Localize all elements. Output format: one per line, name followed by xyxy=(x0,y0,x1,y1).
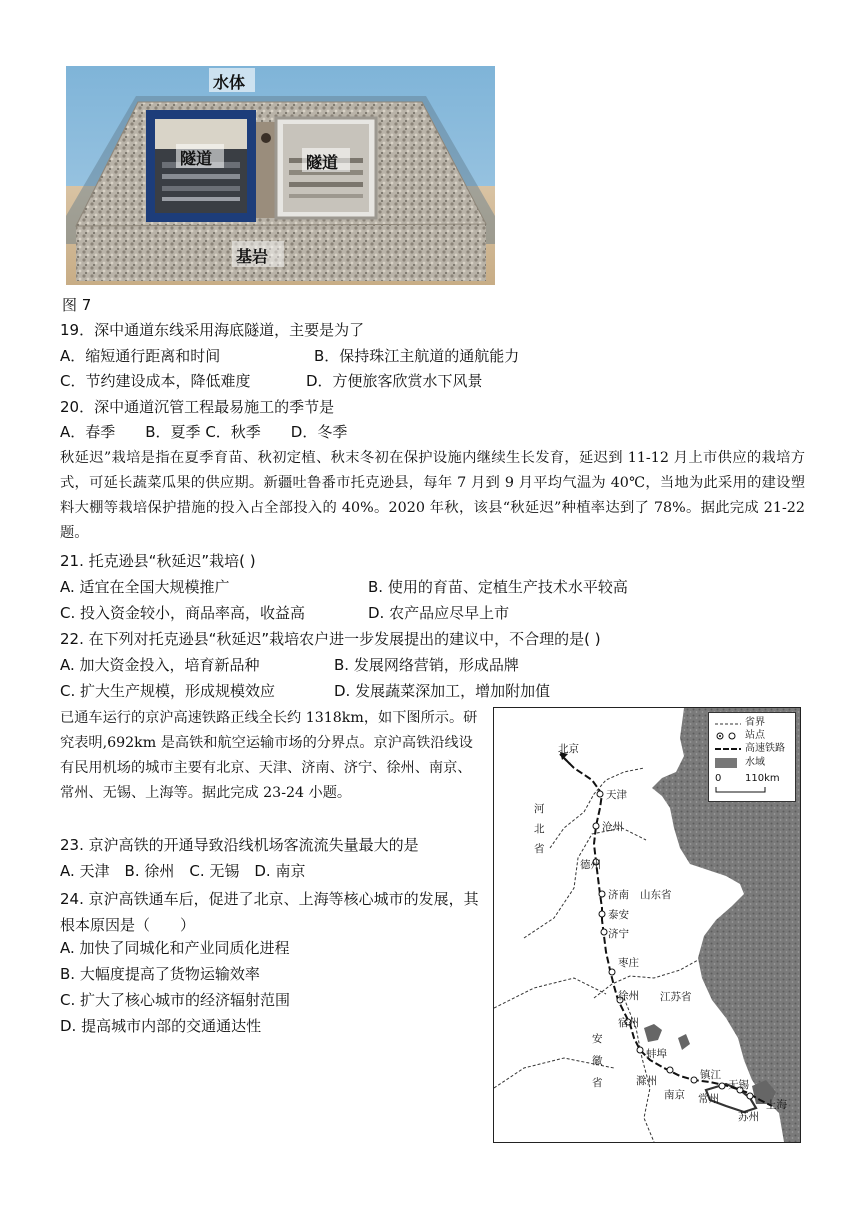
city-label-chuzhou: 滁州 xyxy=(636,1075,657,1087)
q24-option-d: D. 提高城市内部的交通通达性 xyxy=(60,1017,262,1035)
boundary-line-icon xyxy=(715,722,741,726)
q23-options: A. 天津 B. 徐州 C. 无锡 D. 南京 xyxy=(60,862,306,880)
tunnel-diagram xyxy=(66,66,495,285)
province-label-hebei-2: 北 xyxy=(534,823,545,835)
q22-option-b: B. 发展网络营销，形成品牌 xyxy=(334,656,519,674)
city-label-xuzhou: 徐州 xyxy=(618,990,639,1002)
province-label-anhui-2: 徽 xyxy=(592,1055,603,1067)
city-label-jining: 济宁 xyxy=(608,928,629,940)
city-label-changzhou: 常州 xyxy=(698,1093,719,1105)
right-tunnel-label: 隧道 xyxy=(306,153,339,172)
legend-railway-label: 高速铁路 xyxy=(745,743,785,754)
passage-autumn-delay: 秋延迟”栽培是指在夏季育苗、秋初定植、秋末冬初在保护设施内继续生长发育，延迟到 11-12 月上市供应的栽培方式，可延长蔬菜瓜果的供应期。新疆吐鲁番市托克逊县，每年 7 月到 9 月平均气温为 40℃，当地为此采用的建设塑料大棚等栽培保护措施的投入占全部投入的 40%。2020 年秋，该县“秋延迟”种植率达到了 78%。据此完成 21-22 题。 xyxy=(60,450,805,541)
city-label-jinan: 济南 xyxy=(608,889,629,901)
legend-water-label: 水域 xyxy=(745,757,765,768)
lake-hongze xyxy=(644,1024,662,1042)
city-label-suzhou: 苏州 xyxy=(738,1111,759,1123)
map-legend xyxy=(708,712,796,802)
railway-line-icon xyxy=(715,747,741,751)
province-label-anhui-3: 省 xyxy=(592,1077,603,1089)
beijing-shanghai-hsr-map xyxy=(493,707,801,1143)
province-label-shandong: 山东省 xyxy=(640,889,672,901)
legend-station-label: 站点 xyxy=(745,730,765,741)
water-swatch-icon xyxy=(715,758,737,768)
station-icon xyxy=(715,731,741,741)
q24-option-b: B. 大幅度提高了货物运输效率 xyxy=(60,965,260,983)
q21-option-b: B. 使用的育苗、定植生产技术水平较高 xyxy=(368,578,628,596)
q20-stem: 20．深中通道沉管工程最易施工的季节是 xyxy=(60,398,335,416)
tunnel-cross-section-figure xyxy=(66,66,495,285)
province-label-anhui-1: 安 xyxy=(592,1033,603,1045)
city-label-cangzhou: 沧州 xyxy=(602,821,623,833)
province-label-hebei-3: 省 xyxy=(534,843,545,855)
city-label-nanjing: 南京 xyxy=(664,1089,685,1101)
q24-stem: 24. 京沪高铁通车后，促进了北京、上海等核心城市的发展，其根本原因是（ ） xyxy=(60,890,479,934)
passage-beijing-shanghai-hsr: 已通车运行的京沪高速铁路正线全长约 1318km，如下图所示。研究表明,692km 是高铁和航空运输市场的分界点。京沪高铁沿线设有民用机场的城市主要有北京、天津、济南、济宁、徐州、南京、常州、无锡、上海等。据此完成 23-24 小题。 xyxy=(60,710,478,801)
city-label-tianjin: 天津 xyxy=(606,789,627,801)
scale-value-label: 110km xyxy=(745,773,780,784)
figure-caption: 图 7 xyxy=(62,296,92,314)
q22-option-c: C. 扩大生产规模，形成规模效应 xyxy=(60,682,276,700)
province-label-hebei-1: 河 xyxy=(534,803,545,815)
water-label: 水体 xyxy=(213,73,246,92)
q19-option-d: D．方便旅客欣赏水下风景 xyxy=(306,372,483,390)
province-label-jiangsu: 江苏省 xyxy=(660,991,692,1003)
left-tunnel-label: 隧道 xyxy=(180,149,213,168)
q22-option-d: D. 发展蔬菜深加工，增加附加值 xyxy=(334,682,551,700)
city-label-zaozhuang: 枣庄 xyxy=(618,957,639,969)
city-label-bengbu: 蚌埠 xyxy=(646,1048,667,1060)
scale-zero-label: 0 xyxy=(715,773,722,784)
bedrock-label: 基岩 xyxy=(236,247,269,266)
q20-options: A．春季 B．夏季 C．秋季 D．冬季 xyxy=(60,423,348,441)
q19-stem: 19．深中通道东线采用海底隧道，主要是为了 xyxy=(60,321,365,339)
city-label-suzhou-anhui: 宿州 xyxy=(618,1017,639,1029)
scale-bar-icon xyxy=(715,787,775,793)
city-label-wuxi: 无锡 xyxy=(728,1079,749,1091)
city-label-zhenjiang: 镇江 xyxy=(700,1069,721,1081)
city-label-shanghai: 上海 xyxy=(766,1099,787,1111)
q19-option-b: B．保持珠江主航道的通航能力 xyxy=(314,347,520,365)
q22-option-a: A. 加大资金投入，培育新品种 xyxy=(60,656,260,674)
q21-stem: 21. 托克逊县“秋延迟”栽培( ) xyxy=(60,552,256,570)
city-label-taian: 泰安 xyxy=(608,909,629,921)
q23-stem: 23. 京沪高铁的开通导致沿线机场客流流失量最大的是 xyxy=(60,836,419,854)
q19-option-c: C．节约建设成本，降低难度 xyxy=(60,372,251,390)
q19-option-a: A．缩短通行距离和时间 xyxy=(60,347,221,365)
legend-boundary-label: 省界 xyxy=(745,717,765,728)
city-label-dezhou: 德州 xyxy=(580,859,601,871)
q21-option-c: C. 投入资金较小，商品率高，收益高 xyxy=(60,604,306,622)
q22-stem: 22. 在下列对托克逊县“秋延迟”栽培农户进一步发展提出的建议中，不合理的是( ) xyxy=(60,630,601,648)
q24-option-c: C. 扩大了核心城市的经济辐射范围 xyxy=(60,991,291,1009)
q24-option-a: A. 加快了同城化和产业同质化进程 xyxy=(60,939,290,957)
q21-option-d: D. 农产品应尽早上市 xyxy=(368,604,510,622)
q21-option-a: A. 适宜在全国大规模推广 xyxy=(60,578,230,596)
city-label-beijing: 北京 xyxy=(558,743,579,755)
